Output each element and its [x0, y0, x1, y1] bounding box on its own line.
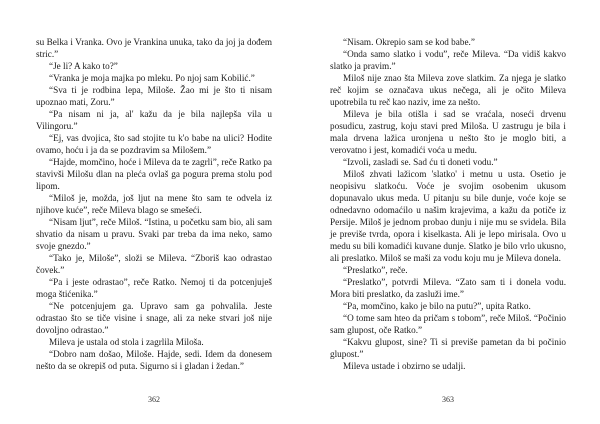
right-page: [330, 36, 566, 404]
paragraph: “Nisam ljut”, reče Miloš. “Istina, u početku sam bio, ali sam shvatio da nisam u pravu. Svaki par treba da ima neko, samo svoje gnezdo.”: [36, 217, 272, 251]
paragraph: “Kakvu glupost, sine? Ti si previše pametan da bi počinio glupost.”: [330, 337, 566, 359]
paragraph: Miloš zhvati lažicom 'slatko' i metnu u usta. Osetio je neopisivu slatkoću. Voće je svojim osobenim ukusom dopunavalo ukus meda. U pitanju su bile dunje, voće koje se odnedavno odomaćilo u našim krajevima, a kažu da potiče iz Persije. Miloš je jednom probao dunju i nije mu se svidela. Bila je previše tvrda, opora i kiselkasta. Ali je lepo mirisala. Ovo u medu su bili komadići kuvane dunje. Slatko je bilo vrlo ukusno, ali preslatko. Miloš se maši za vodu koju mu je Mileva donela.: [330, 169, 566, 263]
paragraph: “Nisam. Okrepio sam se kod babe.”: [343, 37, 475, 47]
right-page-text: [330, 36, 566, 372]
paragraph: “Miloš je, možda, još ljut na mene što sam te odvela iz njihove kuće”, reče Mileva blago se smešeći.: [36, 193, 272, 215]
page-number: 362: [148, 395, 160, 404]
page-number: 363: [442, 395, 454, 404]
paragraph: “Onda samo slatko i vodu”, reče Mileva. “Da vidiš kakvo slatko ja pravim.”: [330, 49, 566, 71]
paragraph: “Pa i jeste odrastao”, reče Ratko. Nemoj ti da potcenjuješ moga štićenika.”: [36, 277, 272, 299]
paragraph: “Izvoli, zasladi se. Sad ću ti doneti vodu.”: [343, 157, 498, 167]
paragraph: “Sva ti je rodbina lepa, Miloše. Žao mi je što ti nisam upoznao mati, Zoru.”: [36, 85, 272, 107]
paragraph: “Preslatko”, potvrdi Mileva. “Zato sam ti i donela vodu. Mora biti preslatko, da zasluži ime.”: [330, 277, 566, 299]
paragraph: Mileva ustade i obzirno se udalji.: [343, 361, 466, 371]
paragraph: “Ne potcenjujem ga. Upravo sam ga pohvalila. Jeste odrastao što se tiče visine i snage, ali za neke stvari još nije dovoljno odrastao.”: [36, 301, 272, 335]
paragraph: “O tome sam hteo da pričam s tobom”, reče Miloš. “Počinio sam glupost, oče Ratko.”: [330, 313, 566, 335]
paragraph: su Belka i Vranka. Ovo je Vrankina unuka, tako da joj ja dođem stric.”: [36, 37, 272, 59]
paragraph: Mileva je ustala od stola i zagrlila Miloša.: [49, 337, 204, 347]
paragraph: “Tako je, Miloše”, složi se Mileva. “Zboriš kao odrastao čovek.”: [36, 253, 272, 275]
paragraph: “Ej, vas dvojica, što sad stojite tu k'o babe na ulici? Hodite ovamo, hoću i ja da se pozdravim sa Milošem.”: [36, 133, 272, 155]
left-page-text: [36, 36, 272, 372]
paragraph: “Preslatko”, reče.: [343, 265, 408, 275]
paragraph: “Dobro nam došao, Miloše. Hajde, sedi. Idem da donesem nešto da se okrepiš od puta. Sigurno si i gladan i žedan.”: [36, 349, 272, 371]
paragraph: “Pa nisam ni ja, al' kažu da je bila najlepša vila u Vilingoru.”: [36, 109, 272, 131]
paragraph: “Vranka je moja majka po mleku. Po njoj sam Kobilić.”: [49, 73, 255, 83]
paragraph: “Je li? A kako to?”: [49, 61, 118, 71]
paragraph: Mileva je bila otišla i sad se vraćala, noseći drvenu posudicu, zastrug, koju stavi pred Miloša. U zastrugu je bila i mala drvena lažica uronjena u nešto što je moglo biti, a verovatno i jest, komadići voća u medu.: [330, 109, 566, 155]
left-page: [36, 36, 272, 404]
paragraph: “Hajde, momčino, hoće i Mileva da te zagrli”, reče Ratko pa stavivši Milošu dlan na pleća ovlaš ga pogura prema stolu pod lipom.: [36, 157, 272, 191]
paragraph: “Pa, momčino, kako je bilo na putu?”, upita Ratko.: [343, 301, 531, 311]
paragraph: Miloš nije znao šta Mileva zove slatkim. Za njega je slatko reč kojim se označava ukus nečega, ali je očito Mileva upotrebila tu reč kao naziv, ime za nešto.: [330, 73, 566, 107]
